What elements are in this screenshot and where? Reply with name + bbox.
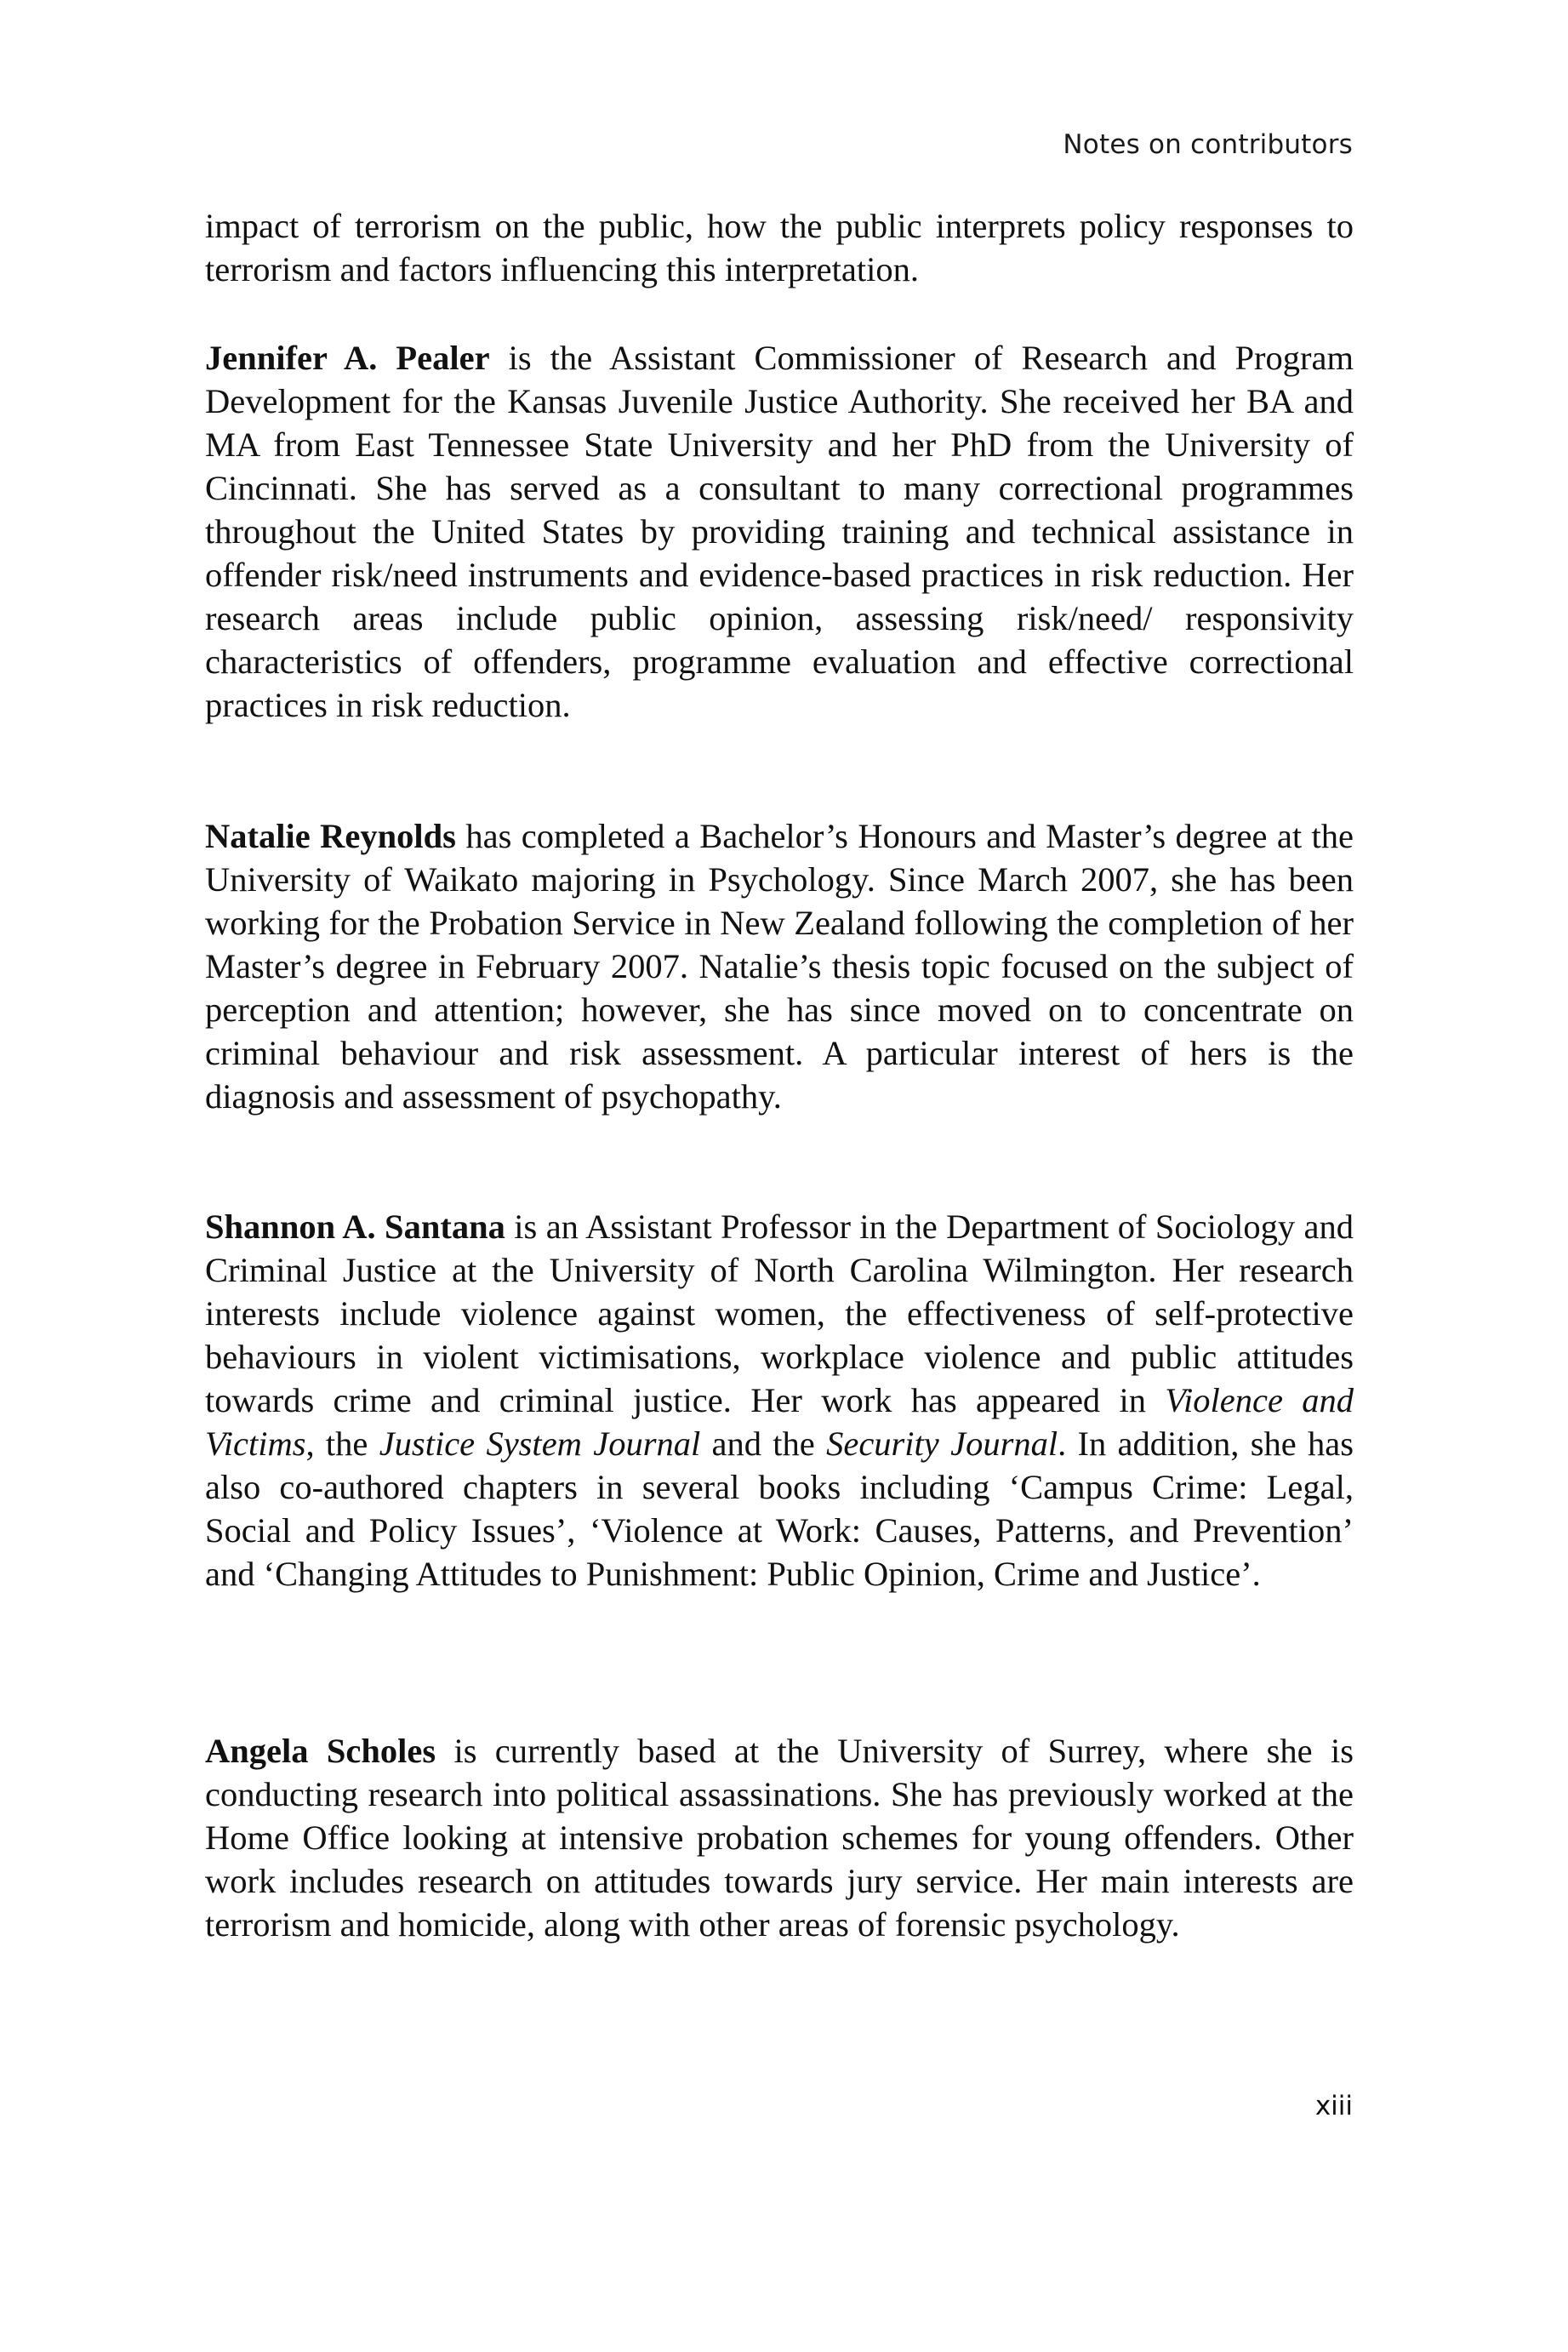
contributor-bio: is the Assistant Commissioner of Research and Program Development for the Kansas Juvenile Justice Authority. She received her BA and MA from East Tennessee State University and her PhD from the University of Cincinnati. She has served as a consultant to many correctional programmes throughout the United States by providing training and technical assistance in offender risk/need instruments and evidence-based practices in risk reduction. Her research areas include public opinion, assessing risk/need/ responsivity characteristics of offenders, programme evaluation and effective correctional practices in risk reduction. [205,339,1354,724]
page-number: xiii [1314,2091,1353,2121]
running-head: Notes on contributors [1063,129,1353,160]
contributor-entry-scholes [205,1729,1354,1946]
contributor-bio: is currently based at the University of Surrey, where she is conducting research into political assassinations. She has previously worked at the Home Office looking at intensive probation schemes for young offenders. Other work includes research on attitudes towards jury service. Her main interests are terrorism and homicide, along with other areas of forensic psychology. [205,1732,1354,1944]
journal-title: Justice System Journal [379,1424,701,1463]
contributor-bio: , the [305,1424,379,1463]
contributor-name: Natalie Reynolds [205,817,456,855]
journal-title: Violence and Victims [205,1381,1354,1463]
contributor-bio: . In addition, she has also co-authored chapters in several books including ‘Campus Crime: Legal, Social and Policy Issues’, ‘Violence at Work: Causes, Patterns, and Prevention’ and ‘Changing Attitudes to Punishment: Public Opinion, Crime and Justice’. [205,1424,1354,1593]
paragraph-continuation [205,204,1354,291]
contributor-bio: has completed a Bachelor’s Honours and Master’s degree at the University of Waikato majoring in Psychology. Since March 2007, she has been working for the Probation Service in New Zealand following the completion of her Master’s degree in February 2007. Natalie’s thesis topic focused on the subject of perception and attention; however, she has since moved on to concentrate on criminal behaviour and risk assessment. A particular interest of hers is the diagnosis and assessment of psychopathy. [205,817,1354,1116]
paragraph-text: impact of terrorism on the public, how the public interprets policy responses to terrorism and factors influencing this interpretation. [205,207,1354,288]
contributor-bio: and the [700,1424,827,1463]
contributor-bio: is an Assistant Professor in the Department of Sociology and Criminal Justice at the University of North Carolina Wilmington. Her research interests include violence against women, the effectiveness of self-protective behaviours in violent victimisations, workplace violence and public attitudes towards crime and criminal justice. Her work has appeared in [205,1207,1354,1419]
contributor-entry-reynolds [205,814,1354,1118]
contributor-name: Shannon A. Santana [205,1207,505,1246]
contributor-entry-pealer [205,336,1354,727]
contributor-name: Jennifer A. Pealer [205,339,490,377]
contributor-name: Angela Scholes [205,1732,436,1770]
contributor-entry-santana [205,1205,1354,1596]
journal-title: Security Journal [826,1424,1058,1463]
